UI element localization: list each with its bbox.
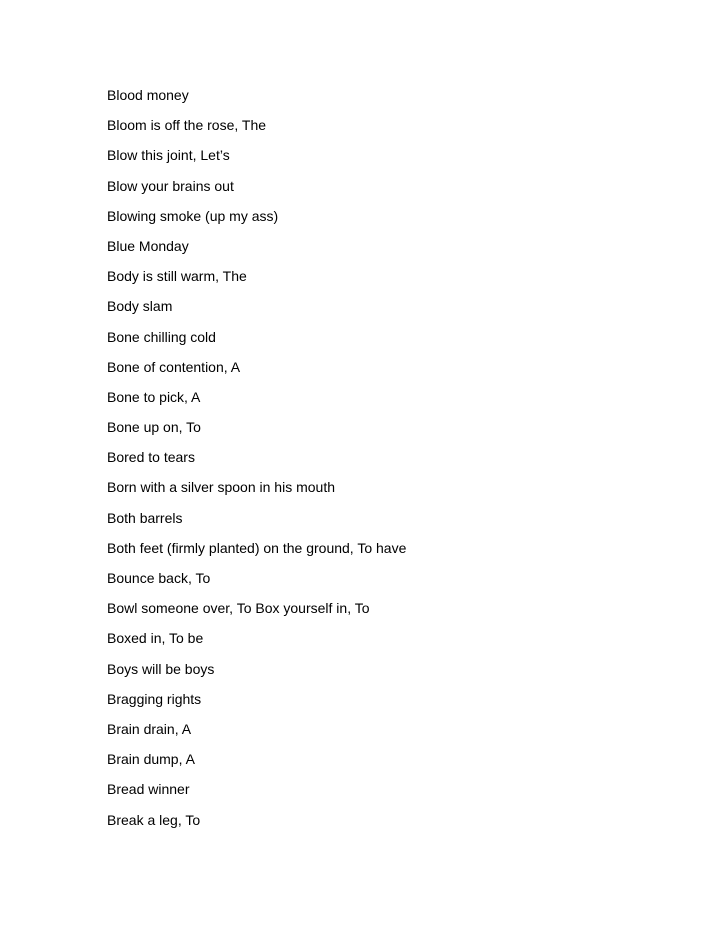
list-item: Break a leg, To [107, 811, 201, 828]
phrase-list [107, 86, 667, 841]
list-item: Bored to tears [107, 449, 195, 466]
list-item: Bloom is off the rose, The [107, 117, 267, 134]
list-item: Bread winner [107, 781, 190, 798]
list-item: Bone to pick, A [107, 388, 201, 405]
list-item: Born with a silver spoon in his mouth [107, 479, 335, 496]
list-item: Blood money [107, 87, 189, 103]
list-item: Body is still warm, The [107, 268, 247, 285]
list-item: Both barrels [107, 509, 183, 526]
list-item: Bragging rights [107, 690, 202, 707]
list-item: Blowing smoke (up my ass) [107, 207, 279, 224]
list-item: Blow your brains out [107, 177, 234, 194]
list-item: Brain drain, A [107, 720, 192, 737]
list-item: Bone chilling cold [107, 328, 216, 345]
list-item: Bounce back, To [107, 570, 211, 586]
list-item: Bone up on, To [107, 419, 201, 436]
list-item: Body slam [107, 298, 173, 315]
list-item: Both feet (firmly planted) on the ground, To have [107, 539, 407, 556]
list-item: Boxed in, To be [107, 630, 204, 647]
list-item: Boys will be boys [107, 660, 215, 677]
list-item: Brain dump, A [107, 751, 195, 768]
list-item: Blow this joint, Let’s [107, 147, 230, 164]
list-item: Bone of contention, A [107, 358, 241, 375]
list-item: Blue Monday [107, 237, 189, 254]
list-item: Bowl someone over, To Box yourself in, To [107, 600, 370, 617]
